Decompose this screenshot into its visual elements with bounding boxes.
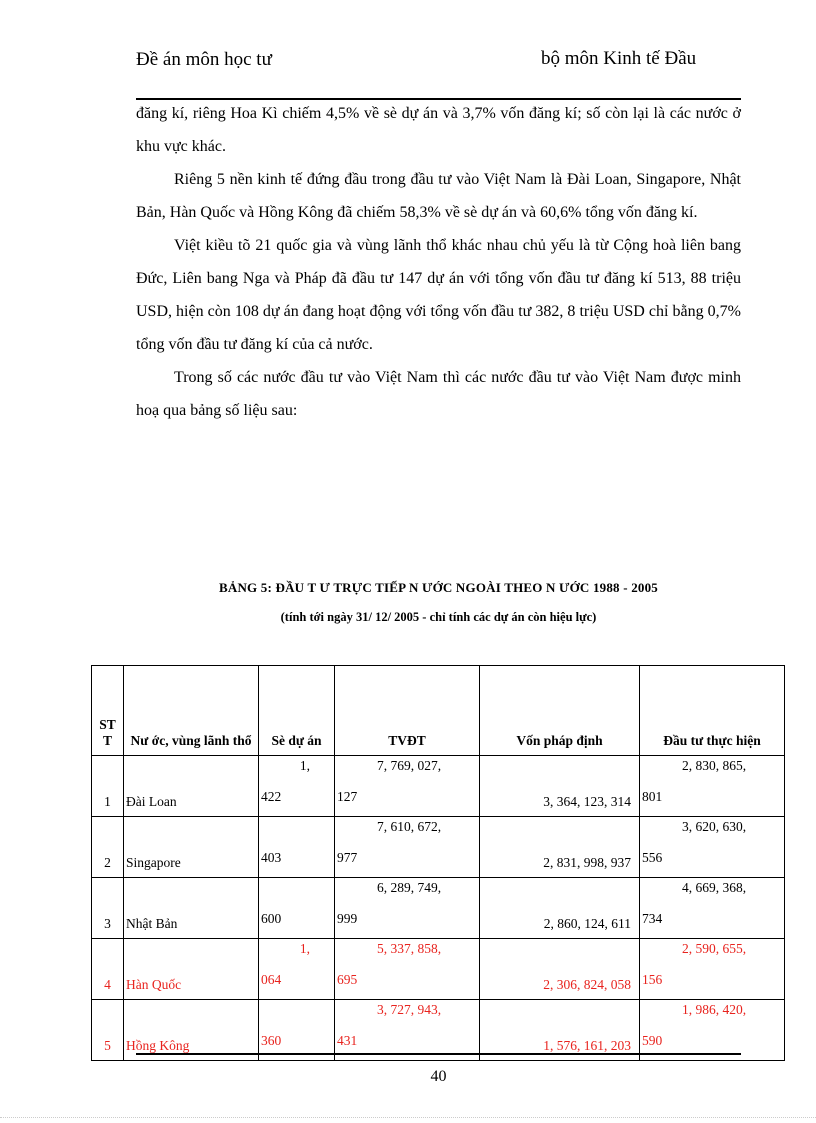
cell-projects bbox=[259, 756, 335, 817]
table-row bbox=[92, 939, 785, 1000]
cell-stt: 5 bbox=[92, 1000, 124, 1061]
cell-country: Singapore bbox=[124, 817, 259, 878]
projects-part-2: 403 bbox=[261, 850, 282, 865]
table-title: BẢNG 5: ĐẦU T Ư TRỰC TIẾP N ƯỚC NGOÀI THEO N ƯỚC 1988 - 2005 bbox=[219, 580, 658, 595]
table-row bbox=[92, 878, 785, 939]
table-row bbox=[92, 1000, 785, 1061]
tvdt-part-2: 977 bbox=[337, 850, 358, 865]
projects-part-2: 422 bbox=[261, 789, 282, 804]
projects-part-1: 1, bbox=[299, 758, 310, 773]
cell-country: Hàn Quốc bbox=[124, 939, 259, 1000]
cell-country: Hồng Kông bbox=[124, 1000, 259, 1061]
impl-part-2: 556 bbox=[642, 850, 663, 865]
cell-implemented bbox=[640, 878, 785, 939]
projects-part-2: 064 bbox=[261, 972, 282, 987]
header-department: bộ môn Kinh tế Đầu bbox=[541, 48, 697, 69]
header-implemented: Đầu tư thực hiện bbox=[640, 666, 785, 756]
cell-implemented bbox=[640, 756, 785, 817]
tvdt-part-1: 6, 289, 749, bbox=[377, 880, 442, 895]
cell-stt: 4 bbox=[92, 939, 124, 1000]
cell-implemented bbox=[640, 817, 785, 878]
cell-capital: 1, 576, 161, 203 bbox=[480, 1000, 640, 1061]
paragraph-2: Riêng 5 nền kinh tế đứng đầu trong đầu tư vào Việt Nam là Đài Loan, Singapore, Nhật Bản, Hàn Quốc và Hồng Kông đã chiếm 58,3% về sè dự án và 60,6% tổng vốn đăng kí. bbox=[136, 171, 741, 221]
cell-projects bbox=[259, 878, 335, 939]
header-projects: Sè dự án bbox=[259, 666, 335, 756]
cell-capital: 2, 831, 998, 937 bbox=[480, 817, 640, 878]
table-subtitle: (tính tới ngày 31/ 12/ 2005 - chỉ tính các dự án còn hiệu lực) bbox=[280, 610, 597, 624]
table-row bbox=[92, 817, 785, 878]
impl-part-1: 4, 669, 368, bbox=[682, 880, 747, 895]
cell-stt: 2 bbox=[92, 817, 124, 878]
table-header-row bbox=[92, 666, 785, 756]
cell-country: Đài Loan bbox=[124, 756, 259, 817]
cell-implemented bbox=[640, 939, 785, 1000]
footer-divider bbox=[136, 1053, 741, 1055]
cell-projects bbox=[259, 1000, 335, 1061]
table-row bbox=[92, 756, 785, 817]
tvdt-part-1: 7, 769, 027, bbox=[377, 758, 442, 773]
tvdt-part-1: 7, 610, 672, bbox=[377, 819, 442, 834]
header-course-title: Đề án môn học tư bbox=[136, 49, 272, 70]
projects-part-2: 360 bbox=[261, 1033, 282, 1048]
impl-part-1: 1, 986, 420, bbox=[682, 1002, 747, 1017]
header-tvdt: TVĐT bbox=[335, 666, 480, 756]
cell-stt: 3 bbox=[92, 878, 124, 939]
paragraph-3: Việt kiều tõ 21 quốc gia và vùng lãnh thổ khác nhau chủ yếu là từ Cộng hoà liên bang Đức, Liên bang Nga và Pháp đã đầu tư 147 dự án với tổng vốn đầu tư đăng kí 513, 88 triệu USD, hiện còn 108 dự án đang hoạt động với tổng vốn đầu tư 382, 8 triệu USD chỉ bằng 0,7% tổng vốn đầu tư đăng kí của cả nước. bbox=[136, 237, 741, 353]
tvdt-part-1: 3, 727, 943, bbox=[377, 1002, 442, 1017]
cell-stt: 1 bbox=[92, 756, 124, 817]
cell-capital: 2, 860, 124, 611 bbox=[480, 878, 640, 939]
tvdt-part-1: 5, 337, 858, bbox=[377, 941, 442, 956]
cell-implemented bbox=[640, 1000, 785, 1061]
cell-projects bbox=[259, 939, 335, 1000]
tvdt-part-2: 999 bbox=[337, 911, 358, 926]
header-country: Nư ớc, vùng lãnh thổ bbox=[124, 666, 259, 756]
impl-part-1: 2, 830, 865, bbox=[682, 758, 747, 773]
cell-capital: 3, 364, 123, 314 bbox=[480, 756, 640, 817]
page-number: 40 bbox=[430, 1068, 447, 1085]
impl-part-1: 3, 620, 630, bbox=[682, 819, 747, 834]
impl-part-2: 801 bbox=[642, 789, 663, 804]
cell-country: Nhật Bản bbox=[124, 878, 259, 939]
cell-projects bbox=[259, 817, 335, 878]
paragraph-4: Trong số các nước đầu tư vào Việt Nam thì các nước đầu tư vào Việt Nam được minh hoạ qua bảng số liệu sau: bbox=[136, 369, 741, 419]
cell-capital: 2, 306, 824, 058 bbox=[480, 939, 640, 1000]
cell-tvdt bbox=[335, 939, 480, 1000]
page-edge bbox=[0, 1117, 816, 1118]
header-capital: Vốn pháp định bbox=[480, 666, 640, 756]
tvdt-part-2: 695 bbox=[337, 972, 358, 987]
cell-tvdt bbox=[335, 756, 480, 817]
body-text bbox=[136, 97, 741, 427]
header-stt: ST T bbox=[92, 666, 124, 756]
tvdt-part-2: 431 bbox=[337, 1033, 358, 1048]
impl-part-2: 734 bbox=[642, 911, 663, 926]
projects-part-2: 600 bbox=[261, 911, 282, 926]
cell-tvdt bbox=[335, 878, 480, 939]
paragraph-1: đăng kí, riêng Hoa Kì chiếm 4,5% về sè dự án và 3,7% vốn đăng kí; số còn lại là các nước ở khu vực khác. bbox=[136, 105, 741, 155]
projects-part-1: 1, bbox=[299, 941, 310, 956]
fdi-table bbox=[91, 665, 785, 1061]
impl-part-1: 2, 590, 655, bbox=[682, 941, 747, 956]
cell-tvdt bbox=[335, 817, 480, 878]
impl-part-2: 156 bbox=[642, 972, 663, 987]
cell-tvdt bbox=[335, 1000, 480, 1061]
impl-part-2: 590 bbox=[642, 1033, 663, 1048]
tvdt-part-2: 127 bbox=[337, 789, 358, 804]
